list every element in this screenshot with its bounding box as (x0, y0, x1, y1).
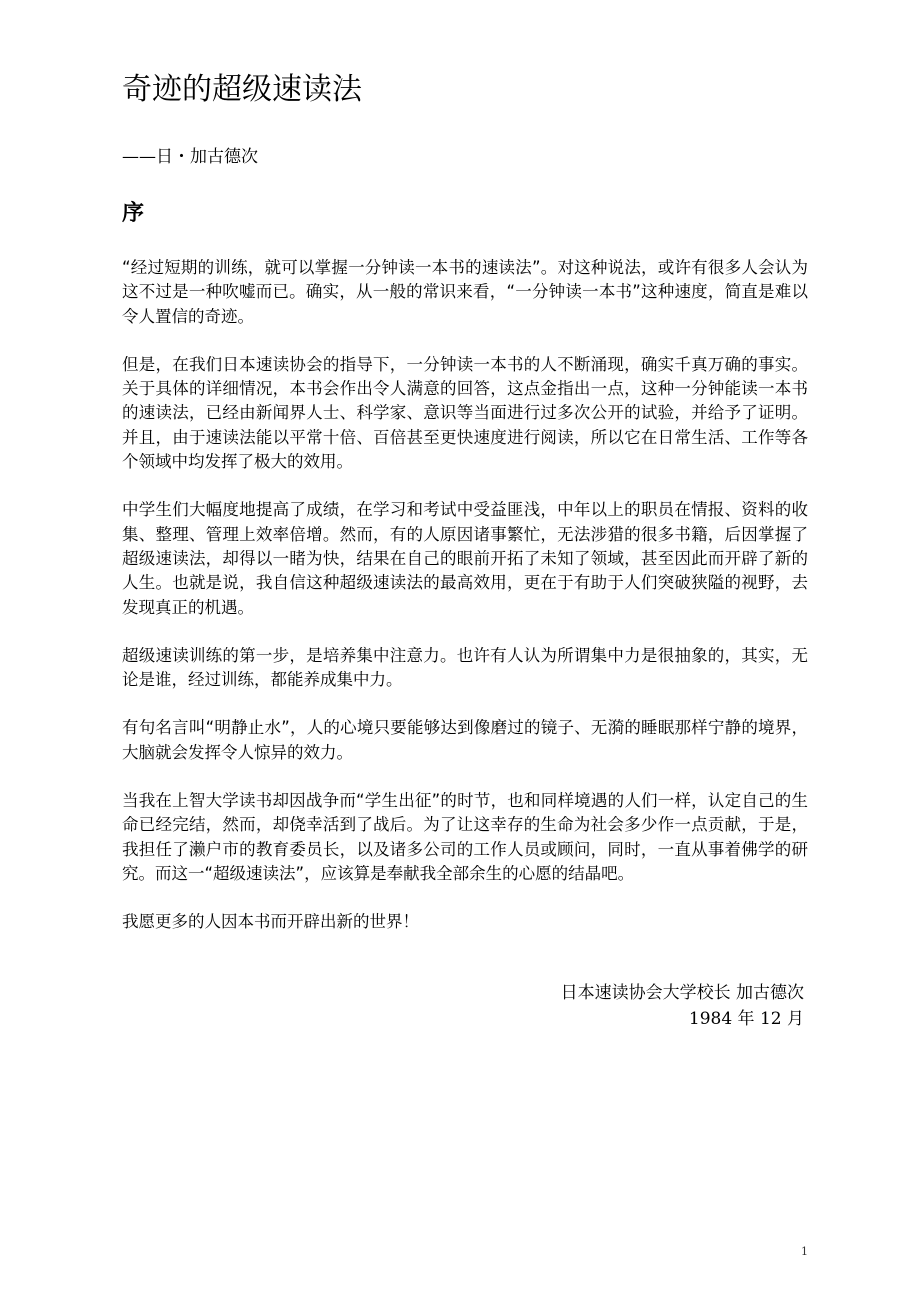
signature-block (561, 980, 804, 1032)
paragraph: 当我在上智大学读书却因战争而“学生出征”的时节，也和同样境遇的人们一样，认定自己的生命已经完结，然而，却侥幸活到了战后。为了让这幸存的生命为社会多少作一点贡献，于是，我担任了濑户市的教育委员长，以及诸多公司的工作人员或顾问，同时，一直从事着佛学的研究。而这一“超级速读法”，应该算是奉献我全部余生的心愿的结晶吧。 (122, 791, 808, 883)
signature-date: 1984 年 12 月 (688, 1009, 804, 1029)
paragraph: 有句名言叫“明静止水”，人的心境只要能够达到像磨过的镜子、无漪的睡眠那样宁静的境界，大脑就会发挥令人惊异的效力。 (122, 718, 808, 762)
paragraph: 超级速读训练的第一步，是培养集中注意力。也许有人认为所谓集中力是很抽象的，其实，无论是谁，经过训练，都能养成集中力。 (122, 645, 808, 690)
paragraph: “经过短期的训练，就可以掌握一分钟读一本书的速读法”。对这种说法，或许有很多人会认为这不过是一种吹嘘而已。确实，从一般的常识来看，“一分钟读一本书”这种速度，简直是难以令人置信的奇迹。 (122, 258, 808, 326)
section-heading-preface: 序 (122, 201, 145, 226)
document-title: 奇迹的超级速读法 (122, 72, 362, 107)
author-byline: ——日・加古德次 (122, 147, 258, 167)
paragraph: 中学生们大幅度地提高了成绩，在学习和考试中受益匪浅，中年以上的职员在情报、资料的收集、整理、管理上效率倍增。然而，有的人原因诸事繁忙，无法涉猎的很多书籍，后因掌握了超级速读法，却得以一睹为快，结果在自己的眼前开拓了未知了领域，甚至因此而开辟了新的人生。也就是说，我自信这种超级速读法的最高效用，更在于有助于人们突破狭隘的视野，去发现真正的机遇。 (122, 500, 808, 617)
paragraph: 我愿更多的人因本书而开辟出新的世界！ (122, 912, 419, 932)
page-number: 1 (801, 1245, 808, 1258)
preface-body (122, 256, 808, 959)
signature-author: 日本速读协会大学校长 加古德次 (560, 983, 804, 1003)
paragraph: 但是，在我们日本速读协会的指导下，一分钟读一本书的人不断涌现，确实千真万确的事实。关于具体的详细情况，本书会作出令人满意的回答，这点金指出一点，这种一分钟能读一本书的速读法，已经由新闻界人士、科学家、意识等当面进行过多次公开的试验，并给予了证明。并且，由于速读法能以平常十倍、百倍甚至更快速度进行阅读，所以它在日常生活、工作等各个领域中均发挥了极大的效用。 (122, 354, 808, 472)
